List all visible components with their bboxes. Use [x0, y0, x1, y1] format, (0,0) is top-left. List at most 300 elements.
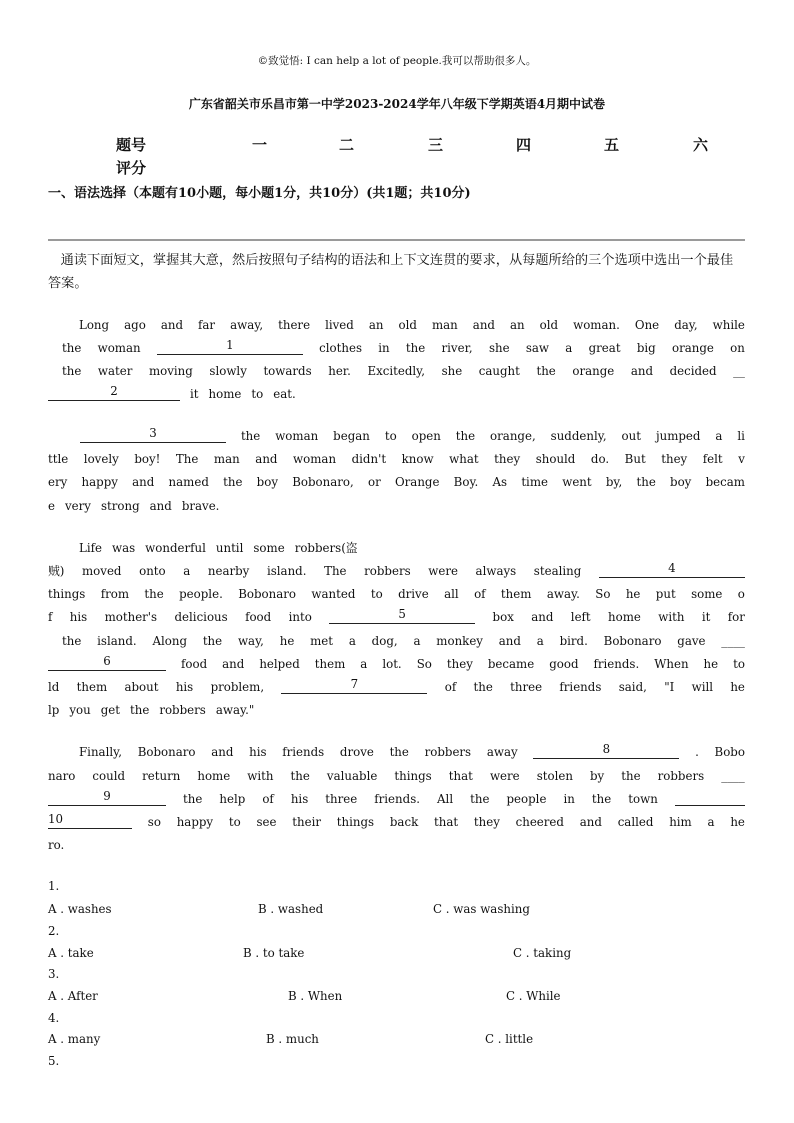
word: he: [703, 657, 719, 671]
question-number: 4.: [48, 1011, 60, 1025]
word: towards: [263, 364, 312, 378]
word: things: [336, 815, 375, 829]
word: orange: [572, 364, 615, 378]
word: it: [701, 610, 711, 624]
word: Bobonaro: [603, 634, 662, 648]
blank-7[interactable]: 7: [281, 677, 427, 694]
word: the: [202, 634, 223, 648]
word: a: [360, 657, 368, 671]
word: strong: [100, 499, 140, 513]
word: delicious: [174, 610, 228, 624]
word: while: [712, 318, 745, 332]
word: she: [488, 341, 510, 355]
word: water: [97, 364, 133, 378]
word: problem,: [210, 680, 265, 694]
word: home: [608, 610, 641, 624]
passage-line: [48, 607, 745, 627]
blank-8[interactable]: 8: [533, 742, 679, 759]
word: about: [124, 680, 159, 694]
passage-line: [48, 654, 745, 674]
word: The: [324, 564, 347, 578]
word: didn't: [351, 452, 387, 466]
word: drove: [339, 745, 374, 759]
question-number: 1.: [48, 879, 60, 893]
word: Long: [79, 318, 110, 332]
word: So: [416, 657, 432, 671]
passage-line: [79, 742, 745, 762]
word: ____: [721, 634, 745, 648]
blank-3[interactable]: 3: [80, 426, 226, 443]
word: it: [190, 387, 199, 401]
word: Life: [79, 541, 102, 555]
passage-line: [48, 472, 745, 492]
score-col-1: 一: [252, 136, 268, 154]
word: will: [691, 680, 714, 694]
word: three: [510, 680, 543, 694]
word: river,: [441, 341, 473, 355]
word: e: [48, 499, 55, 513]
option-3b[interactable]: B . When: [288, 989, 343, 1003]
word: orange: [671, 341, 714, 355]
word: slowly: [209, 364, 247, 378]
word: happy: [81, 475, 118, 489]
word: away.": [215, 703, 255, 717]
word: a: [707, 815, 715, 829]
word: things: [48, 587, 86, 601]
word: caught: [478, 364, 520, 378]
word: return: [142, 769, 181, 783]
word: boy: [670, 475, 692, 489]
word: his: [175, 680, 194, 694]
word: But: [624, 452, 646, 466]
passage-line: [48, 496, 745, 516]
word: and: [222, 657, 245, 671]
word: began: [333, 429, 370, 443]
word: becam: [705, 475, 745, 489]
word: he: [730, 680, 745, 694]
word: the: [636, 475, 656, 489]
score-table-label-score: 评分: [116, 159, 147, 177]
word: her.: [328, 364, 351, 378]
word: island.: [97, 634, 137, 648]
passage-line: [48, 584, 745, 604]
word: eat.: [273, 387, 296, 401]
word: nearby: [207, 564, 250, 578]
word: The: [175, 452, 199, 466]
word: that: [433, 815, 459, 829]
word: ld: [48, 680, 60, 694]
blank-5[interactable]: 5: [329, 607, 475, 624]
word: moved: [82, 564, 122, 578]
score-col-3: 三: [428, 136, 444, 154]
word: them: [500, 587, 532, 601]
word: home: [208, 387, 242, 401]
word: and: [531, 610, 554, 624]
word: jumped: [655, 429, 701, 443]
word: mother's: [104, 610, 158, 624]
word: home: [197, 769, 231, 783]
word: until: [215, 541, 244, 555]
word: Bobo: [714, 745, 745, 759]
word: lp: [48, 703, 60, 717]
word: woman: [293, 452, 337, 466]
option-4a[interactable]: A . many: [48, 1032, 101, 1046]
word: open: [411, 429, 441, 443]
passage-line: [62, 631, 745, 651]
score-col-2: 二: [339, 136, 355, 154]
blank-2[interactable]: 2: [48, 384, 180, 401]
word: by: [589, 769, 605, 783]
word: moving: [148, 364, 193, 378]
word: "I: [664, 680, 675, 694]
word: away: [486, 745, 518, 759]
word: suddenly,: [550, 429, 607, 443]
question-number: 5.: [48, 1054, 60, 1068]
word: v: [738, 452, 745, 466]
passage-line: [79, 315, 745, 335]
word: __: [733, 364, 745, 378]
word: what: [449, 452, 479, 466]
word: .: [695, 745, 699, 759]
word: from: [100, 587, 130, 601]
word: brave.: [181, 499, 220, 513]
passage-line: [48, 677, 745, 697]
word: and: [255, 452, 278, 466]
word: the: [405, 341, 426, 355]
option-4b[interactable]: B . much: [266, 1032, 319, 1046]
word: ago: [124, 318, 146, 332]
word: a: [413, 634, 421, 648]
word: named: [168, 475, 209, 489]
word: woman: [97, 341, 141, 355]
option-3c[interactable]: C . While: [506, 989, 561, 1003]
word: the: [62, 634, 82, 648]
blank-6[interactable]: 6: [48, 654, 166, 671]
word: went: [562, 475, 592, 489]
word: they: [446, 657, 473, 671]
score-col-5: 五: [604, 136, 620, 154]
option-2c[interactable]: C . taking: [513, 946, 572, 960]
word: the: [129, 703, 150, 717]
word: of: [444, 680, 457, 694]
passage-line: [62, 361, 745, 381]
word: was: [111, 541, 136, 555]
word: friends: [282, 745, 325, 759]
word: food: [181, 657, 208, 671]
word: big: [636, 341, 656, 355]
word: day,: [674, 318, 698, 332]
word: out: [621, 429, 641, 443]
word: they: [661, 452, 688, 466]
word: with: [247, 769, 274, 783]
word: a: [715, 429, 723, 443]
word: ____: [721, 769, 745, 783]
word: a: [536, 634, 544, 648]
word: a: [565, 341, 573, 355]
word: were: [428, 564, 458, 578]
word: people.: [179, 587, 223, 601]
blank-1[interactable]: 1: [157, 338, 303, 355]
word: robbers: [424, 745, 472, 759]
word: of: [474, 587, 486, 601]
word: a: [348, 634, 356, 648]
word: the: [240, 429, 261, 443]
word: the: [290, 769, 310, 783]
word: an: [368, 318, 384, 332]
word: were: [489, 769, 520, 783]
word: and: [160, 318, 183, 332]
word: into: [288, 610, 312, 624]
word: so: [147, 815, 161, 829]
word: three: [325, 792, 358, 806]
word: man: [431, 318, 458, 332]
score-col-4: 四: [516, 136, 532, 154]
word: back: [389, 815, 419, 829]
word: As: [492, 475, 508, 489]
word: bird.: [559, 634, 588, 648]
word: box: [492, 610, 514, 624]
question-number: 2.: [48, 924, 60, 938]
blank-9[interactable]: 9: [48, 789, 166, 806]
score-table-label-number: 题号: [116, 136, 147, 154]
word: people: [506, 792, 547, 806]
word: food: [245, 610, 272, 624]
word: wonderful: [145, 541, 206, 555]
word: lived: [325, 318, 354, 332]
word: felt: [702, 452, 723, 466]
word: he: [730, 815, 745, 829]
word: dog,: [371, 634, 398, 648]
passage-line: [48, 700, 745, 720]
word: away.: [546, 587, 580, 601]
score-col-6: 六: [693, 136, 709, 154]
word: drive: [398, 587, 429, 601]
word: they: [494, 452, 521, 466]
word: far: [198, 318, 216, 332]
header-note: ©致觉悟: I can help a lot of people.我可以帮助很多人。: [257, 55, 537, 67]
word: very: [64, 499, 91, 513]
word: by,: [605, 475, 623, 489]
word: his: [290, 792, 309, 806]
word: decided: [669, 364, 717, 378]
word: put: [655, 587, 676, 601]
word: naro: [48, 769, 76, 783]
word: with: [658, 610, 685, 624]
word: orange,: [490, 429, 536, 443]
word: li: [737, 429, 745, 443]
word: he: [279, 634, 295, 648]
word: do.: [590, 452, 610, 466]
word: old: [539, 318, 559, 332]
section-1-heading: 一、语法选择（本题有10小题，每小题1分，共10分）(共1题；共10分): [48, 186, 471, 201]
word: became: [487, 657, 535, 671]
word: friends.: [374, 792, 420, 806]
word: lot.: [382, 657, 402, 671]
word: gave: [677, 634, 706, 648]
word: for: [727, 610, 745, 624]
word: to: [733, 657, 745, 671]
exam-title: 广东省韶关市乐昌市第一中学2023-2024学年八年级下学期英语4月期中试卷: [188, 97, 606, 111]
blank-4[interactable]: 4: [599, 561, 745, 578]
word: friends: [559, 680, 602, 694]
word: 贼): [48, 564, 65, 578]
word: wanted: [311, 587, 356, 601]
word: in: [563, 792, 575, 806]
word: things: [394, 769, 432, 783]
word: help: [219, 792, 246, 806]
word: ttle: [48, 452, 69, 466]
word: them: [76, 680, 108, 694]
word: monkey: [436, 634, 483, 648]
word: away,: [230, 318, 264, 332]
passage-line: [80, 426, 745, 446]
word: a: [183, 564, 191, 578]
word: they: [473, 815, 500, 829]
word: When: [654, 657, 689, 671]
option-2a[interactable]: A . take: [48, 946, 94, 960]
instructions-text: 通读下面短文，掌握其大意，然后按照句子结构的语法和上下文连贯的要求，从每题所给的三个选项中选出一个最佳答案。: [48, 253, 734, 291]
divider: [48, 239, 745, 241]
word: the: [223, 475, 243, 489]
word: Orange: [394, 475, 440, 489]
word: robbers: [657, 769, 705, 783]
word: boy!: [134, 452, 161, 466]
option-3a[interactable]: A . After: [48, 989, 98, 1003]
word: that: [448, 769, 473, 783]
word: in: [378, 341, 390, 355]
word: good: [549, 657, 579, 671]
word: stealing: [533, 564, 582, 578]
word: the: [62, 341, 82, 355]
word: helped: [259, 657, 300, 671]
passage-line: [48, 384, 745, 404]
word: them: [314, 657, 346, 671]
word: Boy.: [453, 475, 479, 489]
word: cheered: [515, 815, 564, 829]
word: stolen: [536, 769, 573, 783]
option-1a[interactable]: A . washes: [48, 902, 112, 916]
word: old: [398, 318, 417, 332]
word: called: [617, 815, 654, 829]
option-2b[interactable]: B . to take: [243, 946, 305, 960]
word: or: [368, 475, 381, 489]
word: ery: [48, 475, 68, 489]
word: the: [473, 680, 493, 694]
word: o: [737, 587, 745, 601]
passage-line: [79, 538, 776, 558]
blank-10-start[interactable]: [675, 789, 745, 806]
word: of: [262, 792, 274, 806]
word: great: [588, 341, 621, 355]
word: and: [132, 475, 155, 489]
word: their: [292, 815, 322, 829]
word: should: [535, 452, 576, 466]
word: the: [621, 769, 641, 783]
word: town: [628, 792, 658, 806]
word: the: [62, 364, 82, 378]
passage-line: [48, 766, 745, 786]
word: and: [630, 364, 654, 378]
word: ro.: [48, 838, 65, 852]
word: saw: [525, 341, 550, 355]
word: the: [389, 745, 409, 759]
word: she: [441, 364, 463, 378]
option-4c[interactable]: C . little: [485, 1032, 534, 1046]
word: woman: [275, 429, 319, 443]
word: woman.: [573, 318, 620, 332]
passage-line: [48, 789, 745, 809]
word: the: [144, 587, 164, 601]
word: the: [470, 792, 490, 806]
word: man: [213, 452, 240, 466]
passage-line: [48, 561, 745, 581]
word: on: [730, 341, 745, 355]
word: some: [253, 541, 285, 555]
word: to: [370, 587, 383, 601]
word: him: [669, 815, 692, 829]
word: know: [401, 452, 434, 466]
word: time: [521, 475, 548, 489]
passage-line: [62, 338, 745, 358]
word: to: [251, 387, 264, 401]
word: Excitedly,: [367, 364, 425, 378]
word: some: [691, 587, 723, 601]
word: Along: [152, 634, 188, 648]
word: f: [48, 610, 53, 624]
word: his: [69, 610, 88, 624]
word: to: [384, 429, 397, 443]
word: way,: [237, 634, 264, 648]
word: he: [625, 587, 641, 601]
blank-10[interactable]: 10: [48, 812, 132, 829]
option-1c[interactable]: C . was washing: [433, 902, 530, 916]
word: and: [472, 318, 495, 332]
word: Finally,: [79, 745, 122, 759]
word: could: [92, 769, 126, 783]
word: island.: [266, 564, 307, 578]
word: said,: [618, 680, 647, 694]
word: boy: [256, 475, 278, 489]
option-1b[interactable]: B . washed: [258, 902, 324, 916]
word: there: [278, 318, 311, 332]
instructions: [48, 249, 742, 295]
word: to: [228, 815, 241, 829]
word: all: [444, 587, 459, 601]
word: you: [69, 703, 91, 717]
word: All: [437, 792, 454, 806]
word: Bobonaro: [137, 745, 196, 759]
word: his: [249, 745, 267, 759]
word: and: [149, 499, 172, 513]
word: robbers: [364, 564, 411, 578]
word: the: [536, 364, 556, 378]
passage-line: [48, 835, 745, 855]
word: friends.: [593, 657, 640, 671]
word: and: [498, 634, 521, 648]
word: Bobonaro: [238, 587, 297, 601]
word: left: [570, 610, 591, 624]
word: and: [211, 745, 234, 759]
passage-line: [48, 449, 745, 469]
word: robbers: [159, 703, 206, 717]
word: clothes: [319, 341, 363, 355]
word: get: [100, 703, 120, 717]
word: the: [183, 792, 203, 806]
word: and: [579, 815, 602, 829]
word: happy: [176, 815, 214, 829]
word: robbers(盗: [294, 541, 358, 555]
word: always: [475, 564, 517, 578]
